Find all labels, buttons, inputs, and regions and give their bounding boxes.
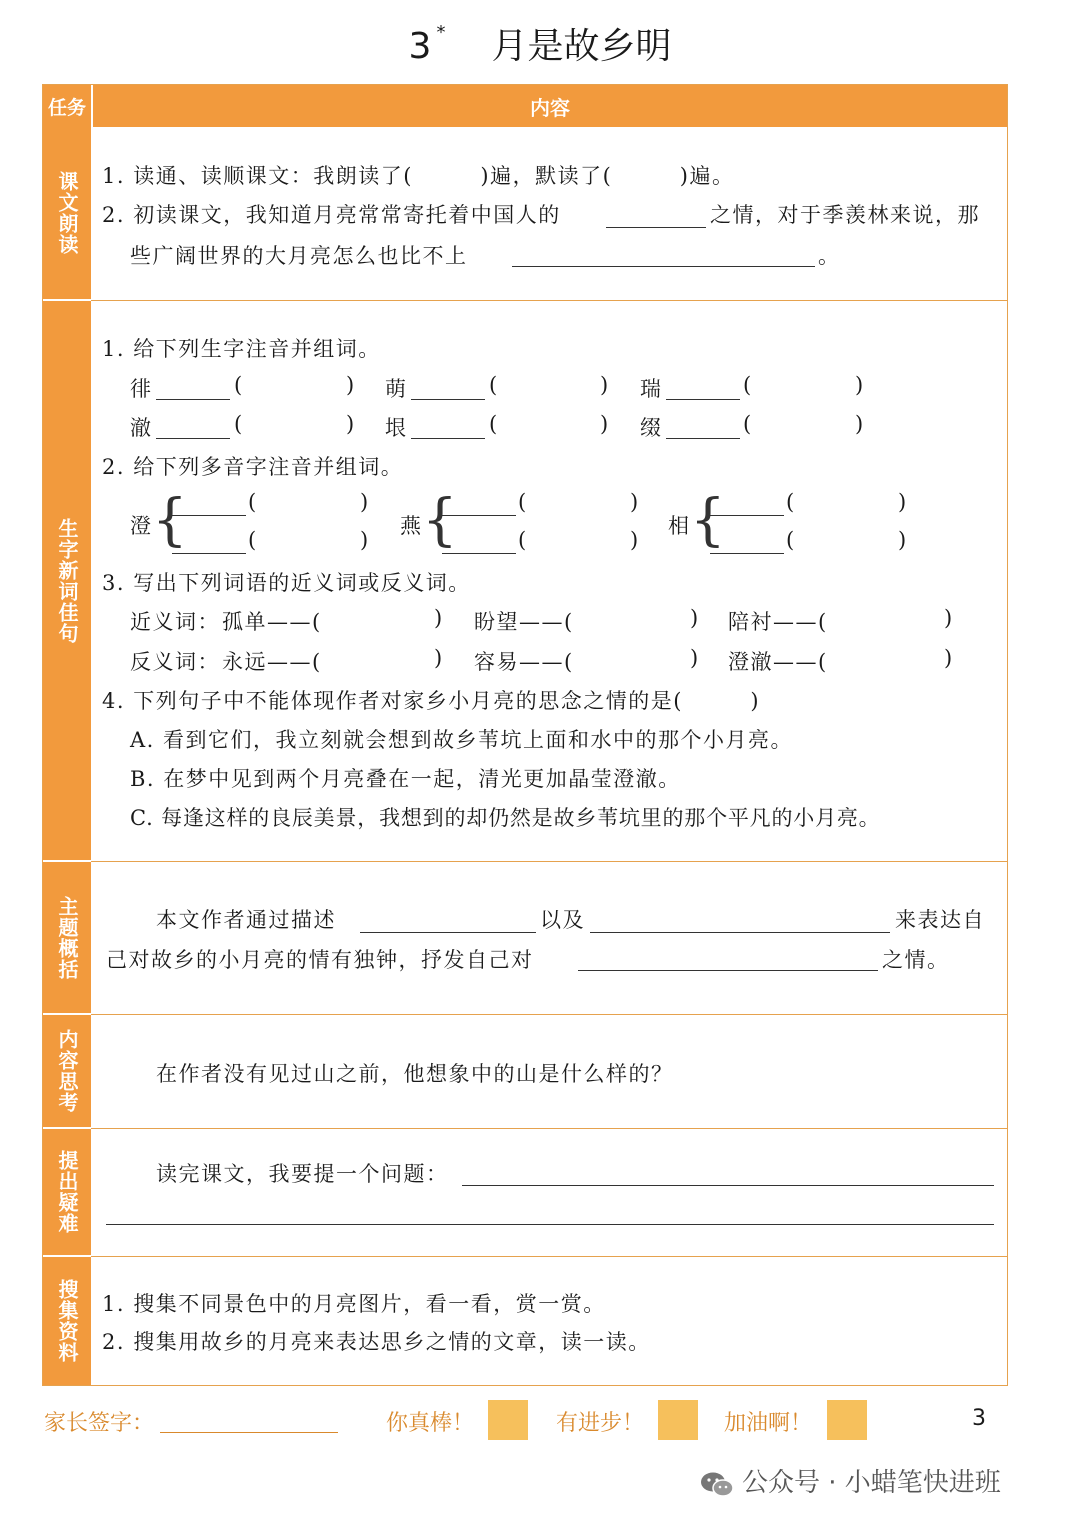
reading-q2b: 之情，对于季羡林来说，那 <box>710 203 980 227</box>
question-prompt: 读完课文，我要提一个问题： <box>156 1162 449 1186</box>
syn-label: 近义词： <box>130 610 220 634</box>
words-q3: 3. 写出下列词语的近义词或反义词。 <box>102 571 471 595</box>
words-q2: 2. 给下列多音字注音并组词。 <box>102 455 404 479</box>
ant-item: 永远——( <box>222 650 322 674</box>
char-item: 垠 <box>385 416 408 440</box>
poly-char: 燕 <box>400 514 423 538</box>
think-question: 在作者没有见过山之前，他想象中的山是什么样的？ <box>156 1062 674 1086</box>
ant-item: 澄澈——( <box>728 650 828 674</box>
blank-word[interactable] <box>172 515 246 516</box>
page-title <box>0 18 1080 69</box>
blank-word[interactable] <box>442 515 516 516</box>
header-content: 内容 <box>93 85 1007 127</box>
theme-s2: 以及 <box>540 908 585 932</box>
optional-star: * <box>436 22 446 43</box>
label-words: 生字新词佳句 <box>55 517 79 644</box>
praise-cheer: 加油啊！ <box>724 1411 813 1436</box>
collect-q1: 1. 搜集不同景色中的月亮图片，看一看，赏一赏。 <box>102 1292 606 1316</box>
reading-q2a: 2. 初读课文，我知道月亮常常寄托着中国人的 <box>102 203 561 227</box>
blank-feeling[interactable] <box>606 227 706 228</box>
option-c: C. 每逢这样的良辰美景，我想到的却仍然是故乡苇坑里的那个平凡的小月亮。 <box>130 806 881 830</box>
watermark-text: 公众号 · 小蜡笔快进班 <box>742 1468 1001 1498</box>
label-question: 提出疑难 <box>55 1150 79 1234</box>
blank-word[interactable] <box>710 553 784 554</box>
blank-word[interactable] <box>156 438 230 439</box>
blank-word[interactable] <box>666 399 740 400</box>
blank-theme-2[interactable] <box>590 932 890 933</box>
ant-item: 容易——( <box>474 650 574 674</box>
reading-q2c: 些广阔世界的大月亮怎么也比不上 <box>130 244 468 268</box>
lesson-number: 3 * <box>408 22 446 67</box>
blank-word[interactable] <box>156 399 230 400</box>
option-b: B. 在梦中见到两个月亮叠在一起，清光更加晶莹澄澈。 <box>130 767 681 791</box>
parent-signature-label: 家长签字： <box>44 1411 155 1436</box>
char-item: 瑞 <box>640 377 663 401</box>
reading-q2-end: 。 <box>818 244 841 268</box>
char-item: 萌 <box>385 377 408 401</box>
praise-box[interactable] <box>488 1400 528 1440</box>
header-task: 任务 <box>43 85 91 127</box>
blank-question-1[interactable] <box>462 1185 994 1186</box>
blank-question-2[interactable] <box>106 1224 994 1225</box>
lesson-title: 月是故乡明 <box>491 26 672 67</box>
char-item: 缀 <box>640 416 663 440</box>
blank-word[interactable] <box>411 399 485 400</box>
reading-q1: 1. 读通、读顺课文：我朗读了( )遍，默读了( )遍。 <box>102 164 735 188</box>
words-q4: 4. 下列句子中不能体现作者对家乡小月亮的思念之情的是( ) <box>102 689 761 713</box>
words-q1: 1. 给下列生字注音并组词。 <box>102 337 381 361</box>
praise-box[interactable] <box>658 1400 698 1440</box>
theme-s1: 本文作者通过描述 <box>156 908 336 932</box>
syn-item: 陪衬——( <box>728 610 828 634</box>
wechat-icon <box>700 1471 734 1497</box>
theme-s4: 己对故乡的小月亮的情有独钟，抒发自己对 <box>106 948 534 972</box>
watermark <box>700 1462 1001 1499</box>
syn-item: 孤单——( <box>222 610 322 634</box>
blank-word[interactable] <box>172 553 246 554</box>
blank-theme-1[interactable] <box>360 932 536 933</box>
theme-s3: 来表达自 <box>895 908 985 932</box>
signature-line[interactable] <box>160 1432 338 1433</box>
poly-char: 相 <box>668 514 691 538</box>
collect-q2: 2. 搜集用故乡的月亮来表达思乡之情的文章，读一读。 <box>102 1330 651 1354</box>
char-item: 澈 <box>130 416 153 440</box>
praise-box[interactable] <box>827 1400 867 1440</box>
praise-progress: 有进步！ <box>556 1411 645 1436</box>
char-item: 徘 <box>130 377 153 401</box>
blank-word[interactable] <box>710 515 784 516</box>
label-theme: 主题概括 <box>55 895 79 980</box>
blank-word[interactable] <box>411 438 485 439</box>
label-collect: 搜集资料 <box>55 1279 79 1363</box>
syn-item: 盼望——( <box>474 610 574 634</box>
page-number: 3 <box>972 1406 986 1431</box>
blank-theme-3[interactable] <box>578 970 878 971</box>
label-reading: 课文朗读 <box>55 171 79 255</box>
blank-compare[interactable] <box>512 266 815 267</box>
ant-label: 反义词： <box>130 650 220 674</box>
label-think: 内容思考 <box>55 1029 79 1113</box>
option-a: A. 看到它们，我立刻就会想到故乡苇坑上面和水中的那个小月亮。 <box>130 728 794 752</box>
blank-word[interactable] <box>442 553 516 554</box>
blank-word[interactable] <box>666 438 740 439</box>
poly-char: 澄 <box>130 514 153 538</box>
praise-great: 你真棒！ <box>386 1411 475 1436</box>
theme-s5: 之情。 <box>882 948 950 972</box>
